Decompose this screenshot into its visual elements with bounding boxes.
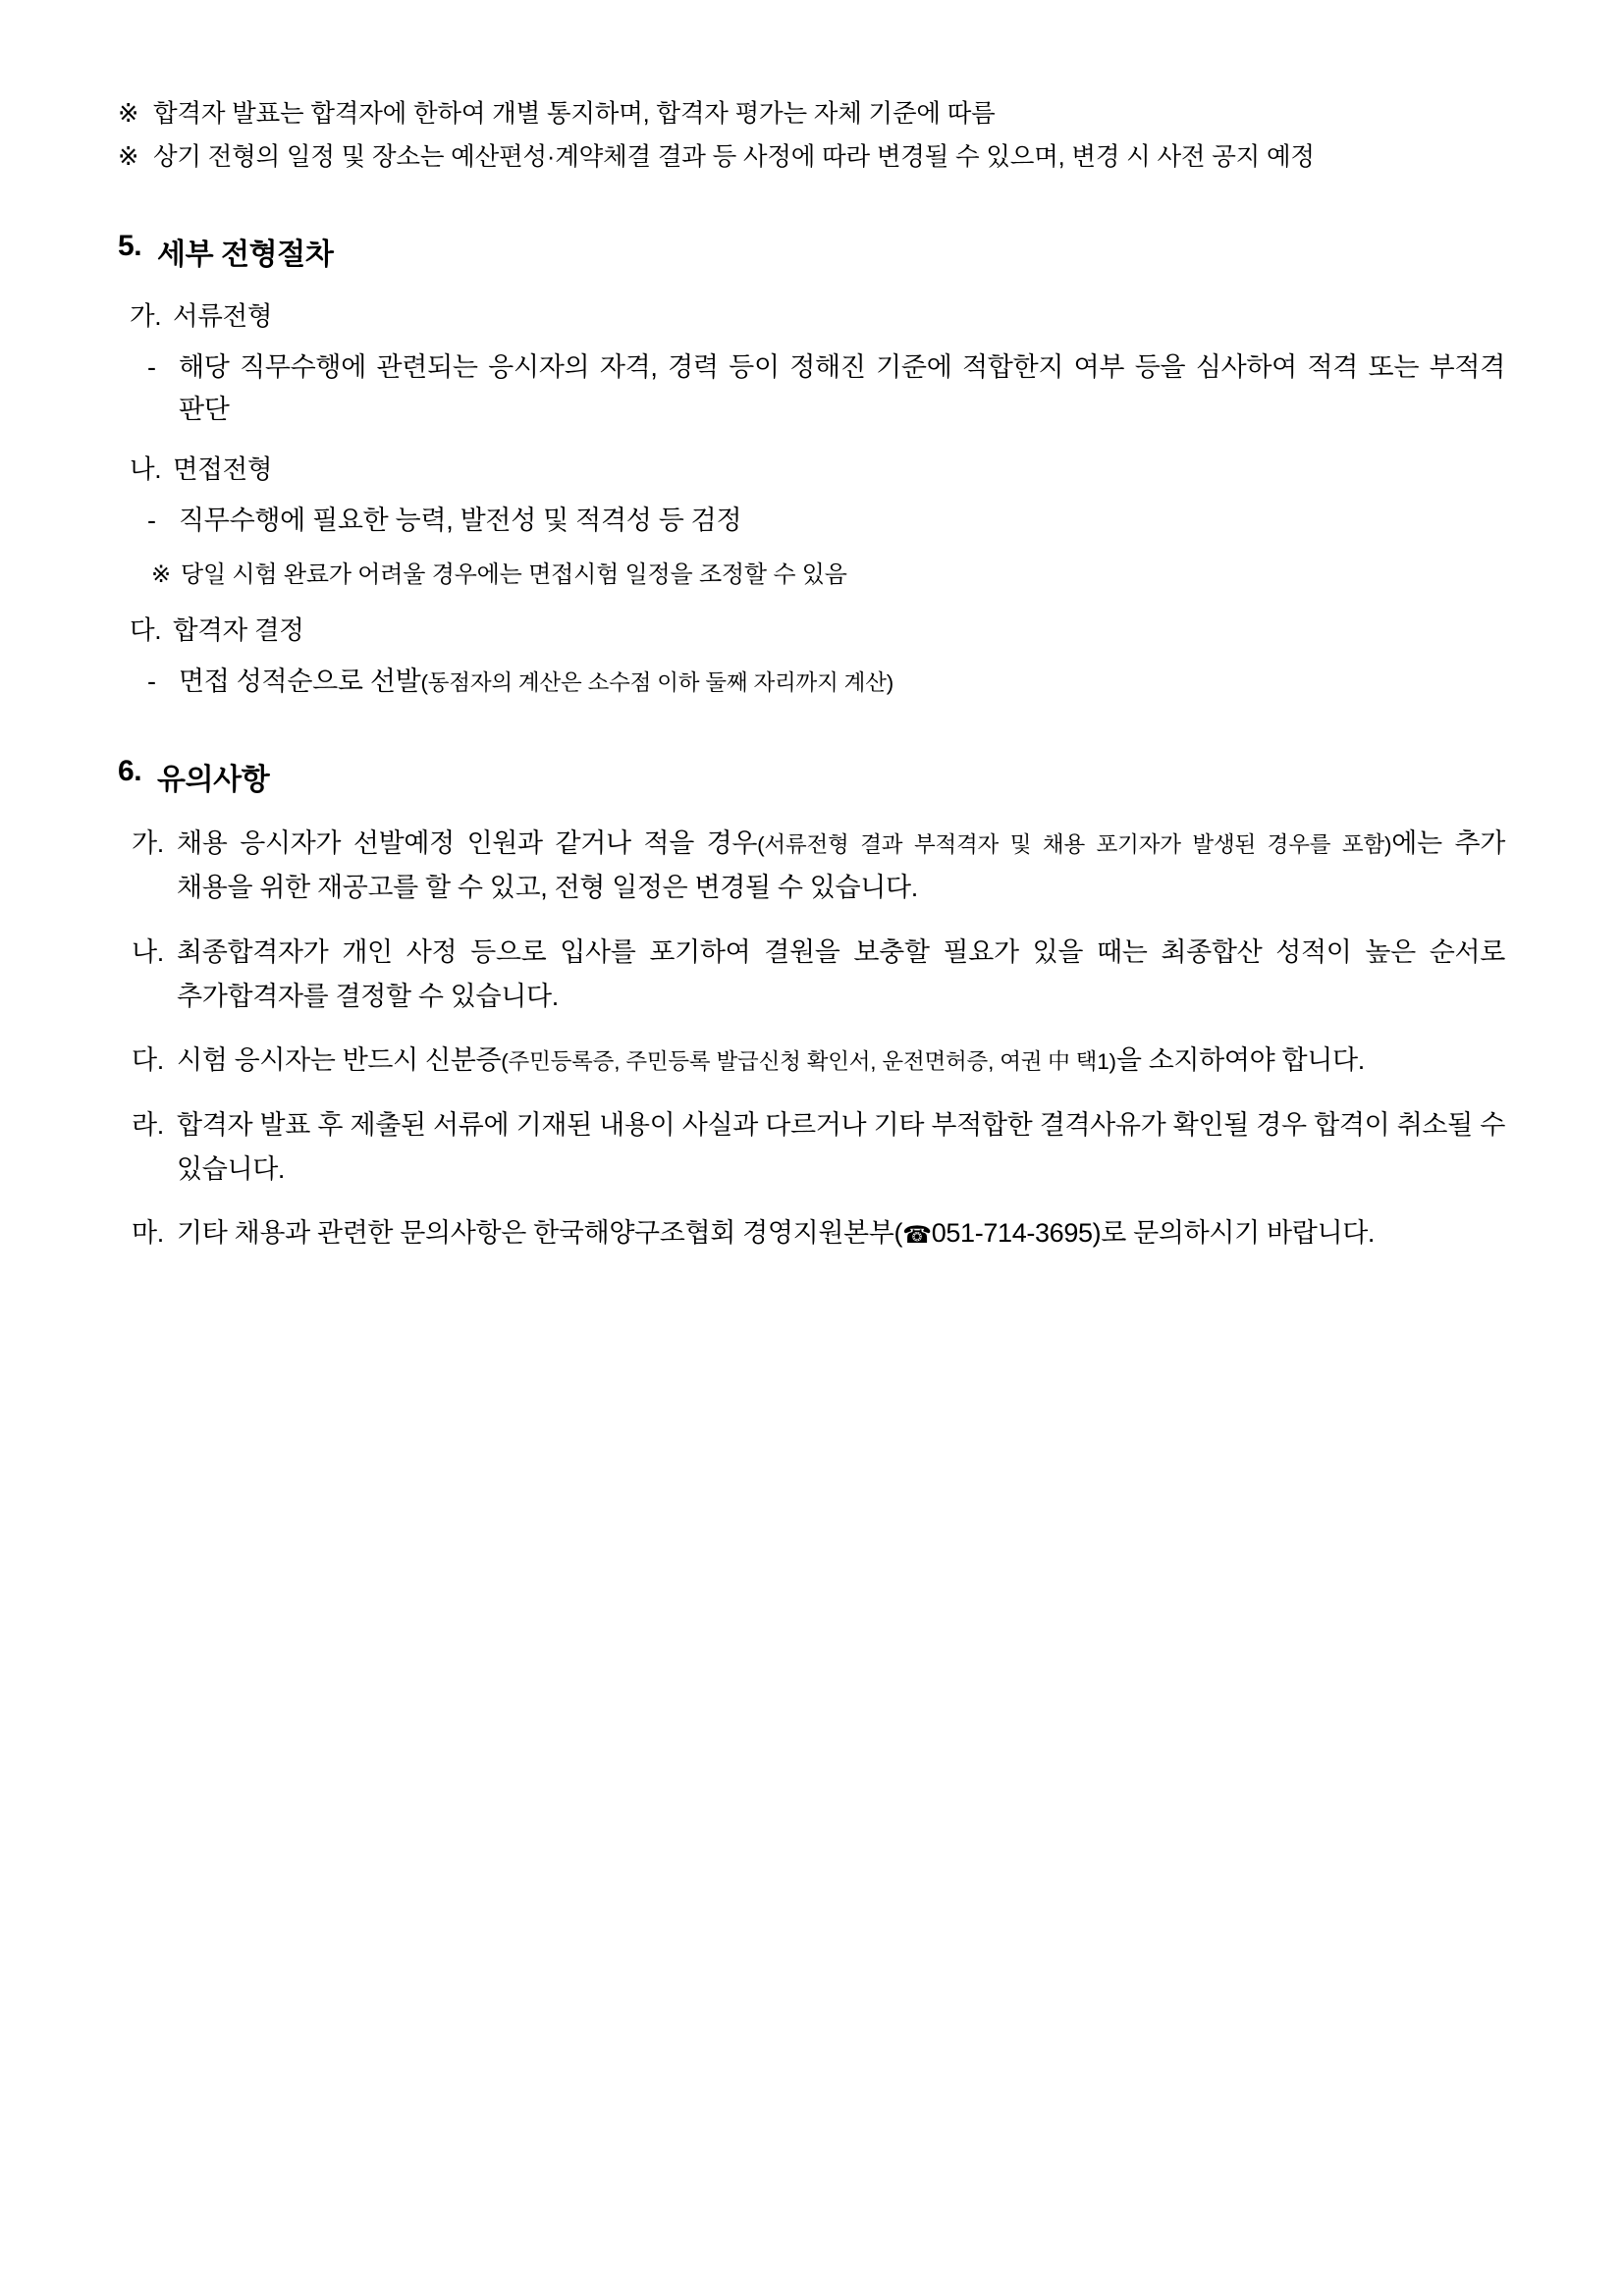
item-text	[177, 931, 1505, 1020]
dash-mark-icon: -	[147, 667, 156, 697]
item-text-main: 채용 응시자가 선발예정 인원과 같거나 적을 경우	[177, 828, 758, 858]
note-text: 당일 시험 완료가 어려울 경우에는 면접시험 일정을 조정할 수 있음	[181, 561, 847, 588]
bullet-5-c-1	[147, 661, 1505, 704]
item-text-main: 최종합격자가 개인 사정 등으로 입사를 포기하여 결원을 보충할 필요가 있을 때는 최종합산 성적이 높은 순서로 추가합격자를 결정할 수 있습니다.	[177, 936, 1505, 1011]
item-label: 마.	[132, 1218, 164, 1249]
section-title: 세부 전형절차	[157, 238, 334, 271]
top-notes	[118, 94, 1505, 179]
list-item	[132, 822, 1505, 911]
item-label: 가.	[132, 828, 164, 858]
bullet-text	[179, 661, 1505, 704]
item-label: 다.	[132, 1045, 164, 1076]
reference-mark-icon: ※	[151, 561, 171, 588]
note-line	[118, 137, 1505, 178]
bullet-5-b-1	[147, 500, 1505, 543]
document-body	[118, 94, 1505, 1256]
bullet-text-main: 면접 성적순으로 선발	[179, 667, 421, 697]
dash-mark-icon: -	[147, 506, 156, 536]
bullet-text: 직무수행에 필요한 능력, 발전성 및 적격성 등 검정	[179, 506, 742, 536]
reference-mark-icon: ※	[118, 100, 139, 128]
item-text	[177, 1039, 1505, 1083]
item-text-tail: 051-714-3695)로 문의하시기 바랍니다.	[931, 1218, 1376, 1249]
subsection-label: 나.	[130, 454, 162, 485]
note-text: 상기 전형의 일정 및 장소는 예산편성·계약체결 결과 등 사정에 따라 변경될 수 있으며, 변경 시 사전 공지 예정	[153, 143, 1315, 172]
list-item	[132, 931, 1505, 1020]
item-text	[177, 1103, 1505, 1193]
item-label: 라.	[132, 1109, 164, 1140]
subsection-5-c	[130, 611, 1505, 651]
item-text-main: 기타 채용과 관련한 문의사항은 한국해양구조협회 경영지원본부(	[177, 1218, 903, 1249]
reference-mark-icon: ※	[118, 143, 139, 172]
subsection-label: 가.	[130, 300, 162, 331]
item-text-tail: 을 소지하여야 합니다.	[1115, 1045, 1365, 1076]
list-item	[132, 1103, 1505, 1193]
list-item	[132, 1211, 1505, 1255]
dash-mark-icon: -	[147, 351, 156, 382]
section-title: 유의사항	[157, 763, 270, 796]
bullet-text: 해당 직무수행에 관련되는 응시자의 자격, 경력 등이 정해진 기준에 적합한지 여부 등을 심사하여 적격 또는 부적격 판단	[179, 351, 1505, 425]
section-number: 6.	[118, 754, 142, 787]
item-text	[177, 822, 1505, 911]
note-text: 합격자 발표는 합격자에 한하여 개별 통지하며, 합격자 평가는 자체 기준에 따름	[153, 100, 996, 128]
subsection-5-a	[130, 296, 1505, 337]
section-number: 5.	[118, 229, 142, 262]
subsection-text: 서류전형	[173, 300, 273, 331]
item-text-main: 합격자 발표 후 제출된 서류에 기재된 내용이 사실과 다르거나 기타 부적합한 결격사유가 확인될 경우 합격이 취소될 수 있습니다.	[177, 1109, 1505, 1185]
section-heading-6	[118, 755, 1505, 798]
section-heading-5	[118, 230, 1505, 273]
item-text-main: 시험 응시자는 반드시 신분증	[177, 1045, 502, 1076]
note-line	[118, 94, 1505, 134]
item-text-paren: (주민등록증, 주민등록 발급신청 확인서, 운전면허증, 여권 中 택1)	[501, 1049, 1116, 1075]
telephone-icon: ☎	[902, 1222, 932, 1250]
subsection-text: 면접전형	[173, 454, 273, 485]
note-5-b	[151, 557, 1505, 593]
bullet-text-paren: (동점자의 계산은 소수점 이하 둘째 자리까지 계산)	[420, 670, 894, 696]
item-text-paren: (서류전형 결과 부적격자 및 채용 포기자가 발생된 경우를 포함)	[757, 831, 1392, 857]
item-text	[177, 1211, 1505, 1255]
item-label: 나.	[132, 936, 164, 967]
subsection-text: 합격자 결정	[173, 615, 304, 646]
subsection-label: 다.	[130, 615, 162, 646]
subsection-5-b	[130, 450, 1505, 490]
list-item	[132, 1039, 1505, 1083]
item-text-tail: 에는 추가 채용을 위한 재공고를 할 수 있고, 전형 일정은 변경될 수 있습니다.	[177, 828, 1505, 903]
bullet-5-a-1	[147, 347, 1505, 432]
